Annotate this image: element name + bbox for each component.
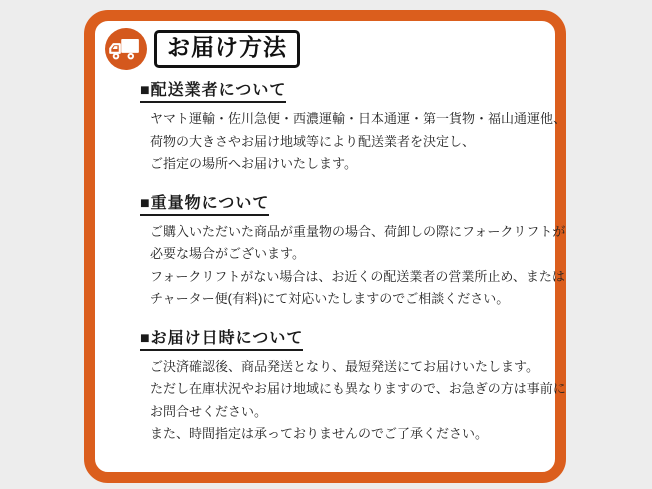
text-line: チャーター便(有料)にて対応いたしますのでご相談ください。 [150, 291, 510, 306]
section-heading [140, 325, 547, 348]
text-line: ご購入いただいた商品が重量物の場合、荷卸しの際にフォークリフトが [150, 223, 566, 239]
section-heading [140, 190, 547, 213]
section-heading-text: ■配送業者について [140, 82, 286, 103]
section-delivery-datetime [140, 325, 566, 446]
card-content [95, 21, 567, 446]
section-body [150, 356, 566, 446]
text-line: 必要な場合がございます。 [150, 246, 305, 261]
sections-container [140, 77, 567, 446]
text-line: ヤマト運輸・佐川急便・西濃運輸・日本通運・第一貨物・福山通運他、 [150, 111, 567, 126]
header-row [105, 28, 555, 70]
text-line: また、時間指定は承っておりませんのでご了承ください。 [150, 426, 489, 441]
text-line: フォークリフトがない場合は、お近くの配送業者の営業所止め、または [150, 268, 565, 284]
text-line: 荷物の大きさやお届け地域等により配送業者を決定し、 [150, 133, 476, 149]
text-line: ご指定の場所へお届けいたします。 [150, 156, 357, 171]
text-line: ご決済確認後、商品発送となり、最短発送にてお届けいたします。 [150, 358, 539, 374]
section-shipping-carriers [140, 77, 567, 176]
section-heavy-items [140, 190, 566, 311]
page-title: お届け方法 [154, 30, 300, 68]
text-line: お問合せください。 [150, 403, 268, 419]
text-line: ただし在庫状況やお届け地域にも異なりますので、お急ぎの方は事前に [150, 381, 566, 396]
section-heading-text: ■お届け日時について [140, 330, 303, 351]
section-body [150, 108, 567, 176]
section-heading-text: ■重量物について [140, 195, 269, 216]
section-body [150, 221, 566, 311]
delivery-info-card [84, 10, 566, 483]
truck-icon [105, 28, 147, 70]
section-heading [140, 77, 547, 100]
